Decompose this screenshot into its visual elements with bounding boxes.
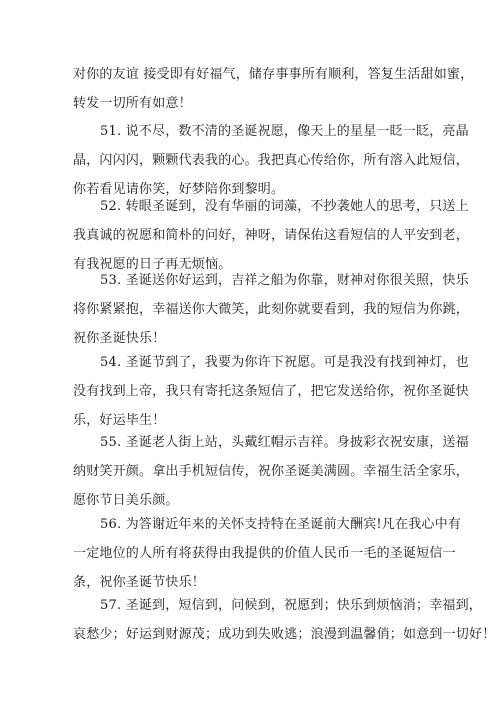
text-line: 祝你圣诞快乐！	[73, 331, 166, 346]
text-line: 57. 圣诞到，短信到，问候到，祝愿到；快乐到烦恼消；幸福到，	[100, 598, 483, 613]
paragraph-54	[73, 348, 470, 435]
text-line: 你若看见请你笑，好梦陪你到黎明。	[73, 182, 285, 197]
text-line: 没有找到上帝，我只有寄托这条短信了，把它发送给你，祝你圣诞快	[73, 384, 470, 399]
text-line: 转发一切所有如意！	[73, 96, 192, 111]
text-line: 56. 为答谢近年来的关怀支持特在圣诞前大酬宾!凡在我心中有	[100, 517, 462, 532]
text-line: 我真诚的祝愿和简朴的问好，神呀，请保佑这看短信的人平安到老，	[73, 228, 470, 243]
paragraph-56	[73, 510, 462, 597]
text-line: 52. 转眼圣诞到，没有华丽的词藻，不抄袭她人的思考，只送上	[100, 199, 469, 214]
paragraph-intro	[73, 60, 474, 118]
text-line: 有我祝愿的日子再无烦恼。	[73, 257, 232, 272]
text-line: 53. 圣诞送你好运到，吉祥之船为你靠，财神对你很关照，快乐	[100, 273, 469, 288]
text-line: 愿你节日美乐颜。	[73, 493, 179, 508]
text-line: 条，祝你圣诞节快乐！	[73, 575, 206, 590]
text-line: 54. 圣诞节到了，我要为你许下祝愿。可是我没有找到神灯，也	[100, 355, 469, 370]
text-line: 对你的友谊 接受即有好福气，储存事事所有顺利，答复生活甜如蜜，	[73, 67, 474, 82]
text-line: 51. 说不尽，数不清的圣诞祝愿，像天上的星星一眨一眨，亮晶	[100, 124, 469, 139]
text-line: 乐，好运毕生！	[73, 413, 166, 428]
paragraph-55	[73, 428, 470, 515]
text-line: 纳财笑开颜。拿出手机短信传，祝你圣诞美满圆。幸福生活全家乐，	[73, 464, 470, 479]
text-line: 哀愁少；好运到财源茂；成功到失败逃；浪漫到温馨俏；如意到一切好！	[73, 627, 496, 642]
paragraph-57	[73, 591, 496, 649]
text-line: 晶，闪闪闪，颗颗代表我的心。我把真心传给你，所有溶入此短信，	[73, 153, 470, 168]
text-line: 一定地位的人所有将获得由我提供的价值人民币一毛的圣诞短信一	[73, 546, 456, 561]
paragraph-51	[73, 117, 470, 204]
text-line: 55. 圣诞老人街上站，头戴红帽示吉祥。身披彩衣祝安康，送福	[100, 435, 469, 450]
paragraph-53	[73, 266, 470, 353]
text-line: 将你紧紧抱，幸福送你大微笑，此刻你就要看到，我的短信为你跳，	[73, 302, 470, 317]
